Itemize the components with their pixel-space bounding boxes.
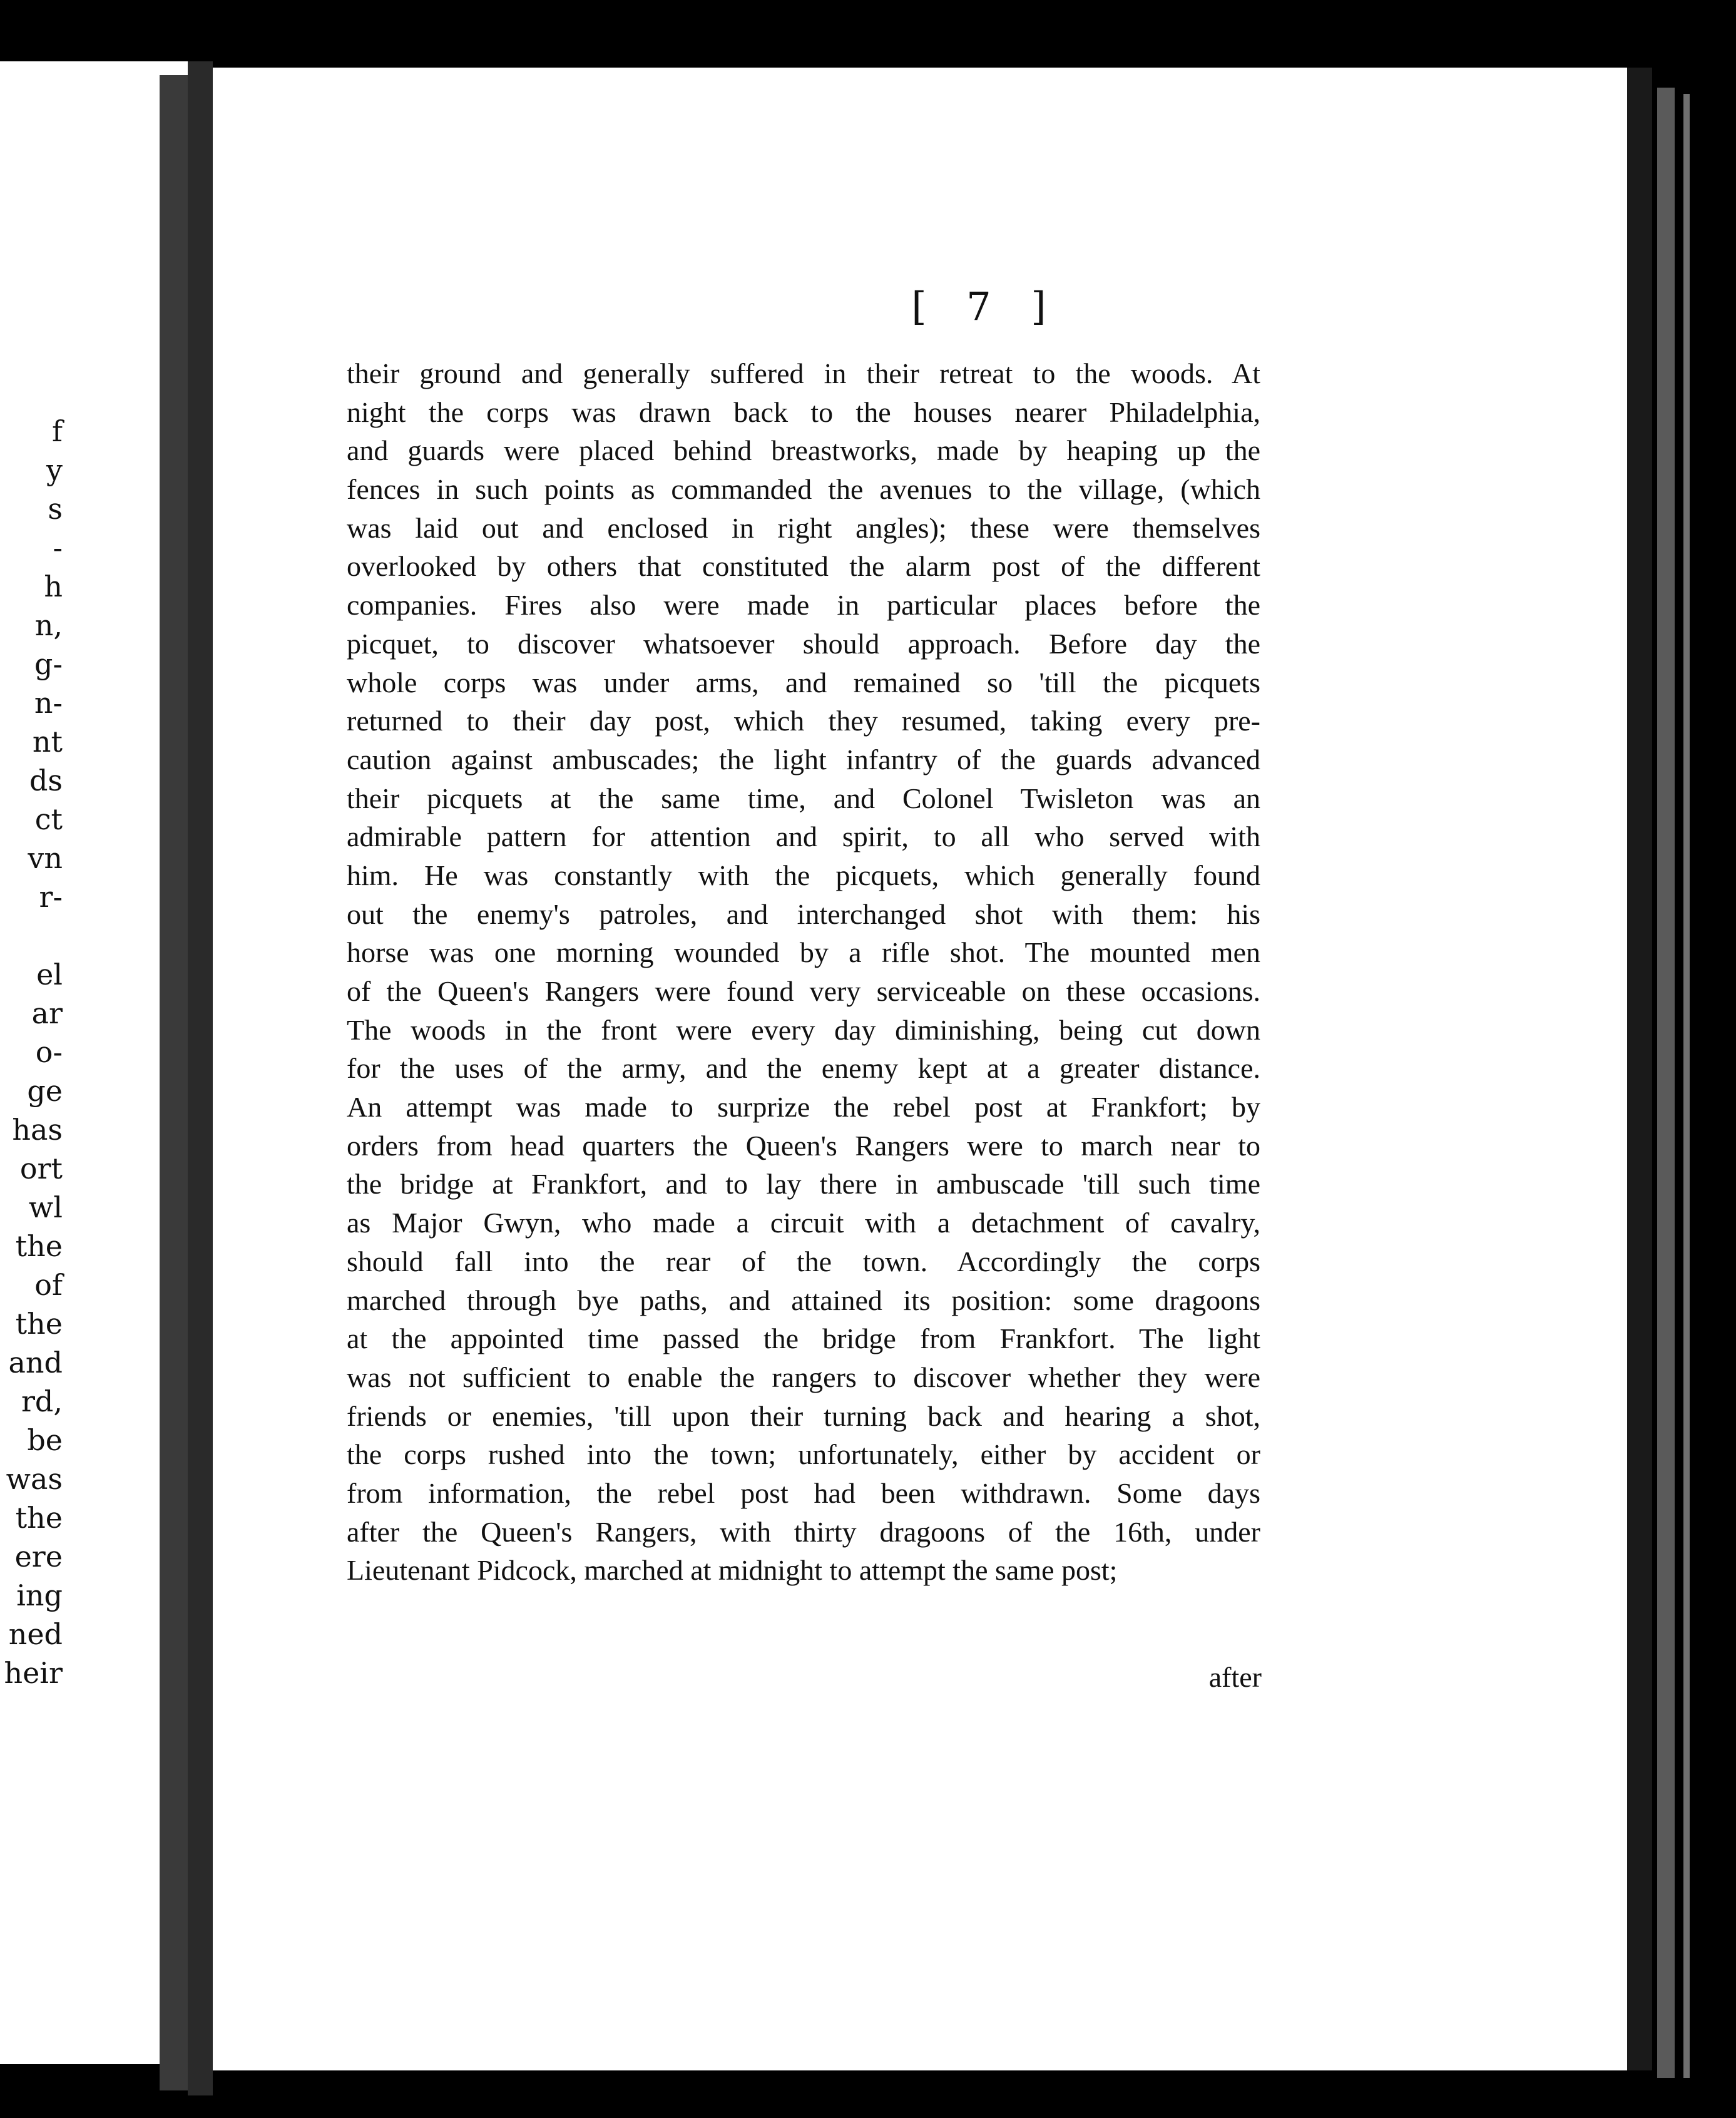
left-page-line-fragment: be bbox=[27, 1423, 63, 1457]
left-page-line-fragment: nt bbox=[32, 725, 63, 759]
left-page-line-fragment: o- bbox=[35, 1035, 63, 1069]
left-page-line-fragment: rd, bbox=[21, 1384, 63, 1418]
left-page-line-fragment: the bbox=[15, 1501, 63, 1535]
text-line: companies. Fires also were made in particular places before the bbox=[347, 589, 1260, 622]
left-page-line-fragment: of bbox=[34, 1268, 63, 1302]
gutter-shadow-light bbox=[160, 75, 191, 2090]
text-line: night the corps was drawn back to the houses nearer Philadelphia, bbox=[347, 396, 1260, 428]
text-line: out the enemy's patroles, and interchanged shot with them: his bbox=[347, 898, 1260, 930]
text-line: orders from head quarters the Queen's Rangers were to march near to bbox=[347, 1129, 1260, 1162]
book-edge-pages bbox=[1657, 88, 1675, 2078]
left-page-line-fragment: ere bbox=[14, 1540, 63, 1573]
left-page-line-fragment: n, bbox=[34, 608, 63, 642]
text-line: him. He was constantly with the picquets, which generally found bbox=[347, 859, 1260, 891]
text-line: should fall into the rear of the town. Accordingly the corps bbox=[347, 1245, 1260, 1277]
left-page-line-fragment: n- bbox=[34, 686, 63, 720]
left-page-line-fragment: f bbox=[51, 414, 63, 448]
text-line: and guards were placed behind breastworks, made by heaping up the bbox=[347, 434, 1260, 467]
text-line: Lieutenant Pidcock, marched at midnight to attempt the same post; bbox=[347, 1554, 1118, 1587]
left-page-line-fragment: h bbox=[44, 570, 63, 603]
text-line: their picquets at the same time, and Colonel Twisleton was an bbox=[347, 782, 1260, 814]
left-page-line-fragment: s bbox=[48, 492, 63, 526]
left-page-line-fragment: and bbox=[8, 1346, 63, 1379]
left-page-line-fragment: was bbox=[6, 1462, 63, 1496]
left-page-line-fragment: g- bbox=[34, 647, 63, 681]
text-line: whole corps was under arms, and remained so 'till the picquets bbox=[347, 666, 1260, 698]
text-line: fences in such points as commanded the avenues to the village, (which bbox=[347, 473, 1260, 506]
left-page-line-fragment: ar bbox=[31, 996, 63, 1030]
text-line: picquet, to discover whatsoever should approach. Before day the bbox=[347, 627, 1260, 660]
text-line: horse was one morning wounded by a rifle shot. The mounted men bbox=[347, 936, 1260, 969]
text-line: friends or enemies, 'till upon their turning back and hearing a shot, bbox=[347, 1399, 1260, 1432]
left-page-line-fragment: - bbox=[53, 531, 63, 565]
left-page-line-fragment: ge bbox=[27, 1074, 63, 1108]
text-line: their ground and generally suffered in their retreat to the woods. At bbox=[347, 357, 1260, 389]
left-page-line-fragment: ned bbox=[8, 1617, 63, 1651]
left-page-line-fragment: r- bbox=[39, 880, 63, 914]
left-page-line-fragment: el bbox=[36, 958, 63, 991]
left-page-line-fragment: vn bbox=[28, 841, 63, 875]
text-line: as Major Gwyn, who made a circuit with a detachment of cavalry, bbox=[347, 1207, 1260, 1239]
text-line: caution against ambuscades; the light infantry of the guards advanced bbox=[347, 743, 1260, 775]
text-line: from information, the rebel post had been withdrawn. Some days bbox=[347, 1476, 1260, 1509]
body-text bbox=[347, 354, 1260, 1590]
book-edge-shadow bbox=[1627, 68, 1652, 2070]
text-line: was laid out and enclosed in right angles); these were themselves bbox=[347, 511, 1260, 544]
text-line: overlooked by others that constituted the alarm post of the different bbox=[347, 550, 1260, 583]
text-line: the corps rushed into the town; unfortunately, either by accident or bbox=[347, 1438, 1260, 1471]
text-line: after the Queen's Rangers, with thirty dragoons of the 16th, under bbox=[347, 1515, 1260, 1548]
left-page-line-fragment: heir bbox=[4, 1656, 63, 1690]
catchword: after bbox=[1208, 1661, 1262, 1693]
left-page-line-fragment: wl bbox=[28, 1190, 63, 1224]
text-line: was not sufficient to enable the rangers to discover whether they were bbox=[347, 1361, 1260, 1393]
text-line: at the appointed time passed the bridge from Frankfort. The light bbox=[347, 1322, 1260, 1355]
left-page-line-fragment: the bbox=[15, 1229, 63, 1263]
left-page-line-fragment: y bbox=[46, 453, 63, 487]
left-page-line-fragment: ct bbox=[34, 802, 63, 836]
text-line: returned to their day post, which they resumed, taking every pre- bbox=[347, 705, 1260, 737]
text-line: admirable pattern for attention and spirit, to all who served with bbox=[347, 821, 1260, 853]
text-line: for the uses of the army, and the enemy kept at a greater distance. bbox=[347, 1052, 1260, 1085]
text-line: the bridge at Frankfort, and to lay there in ambuscade 'till such time bbox=[347, 1168, 1260, 1200]
text-line: An attempt was made to surprize the rebel post at Frankfort; by bbox=[347, 1091, 1260, 1123]
text-line: The woods in the front were every day diminishing, being cut down bbox=[347, 1013, 1260, 1046]
page-number: [ 7 ] bbox=[911, 284, 1060, 329]
book-edge-pages-outer bbox=[1683, 94, 1690, 2078]
left-page-line-fragment: has bbox=[12, 1113, 63, 1147]
text-line: of the Queen's Rangers were found very serviceable on these occasions. bbox=[347, 975, 1260, 1007]
left-page-line-fragment: ort bbox=[19, 1152, 63, 1185]
left-page-line-fragment: ds bbox=[29, 764, 63, 797]
gutter-shadow bbox=[188, 61, 213, 2095]
right-page bbox=[213, 68, 1627, 2070]
text-line: marched through bye paths, and attained its position: some dragoons bbox=[347, 1284, 1260, 1316]
left-page-line-fragment: ing bbox=[16, 1578, 63, 1612]
left-page-line-fragment: the bbox=[15, 1307, 63, 1341]
